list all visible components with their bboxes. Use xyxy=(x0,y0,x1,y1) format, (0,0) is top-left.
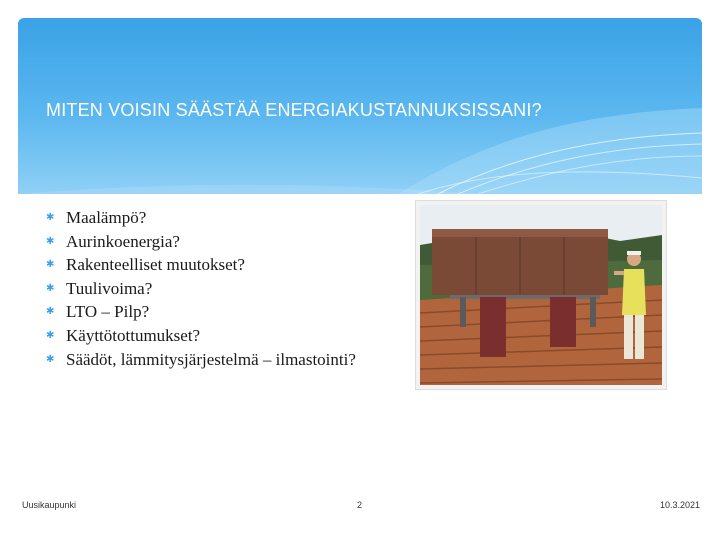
asterisk-icon: ✱ xyxy=(46,353,55,365)
bullet-text: Säädöt, lämmitysjärjestelmä – ilmastointi? xyxy=(66,349,356,369)
bullet-item xyxy=(46,348,356,372)
bullet-text: Rakenteelliset muutokset? xyxy=(66,255,245,275)
bullet-text: Käyttötottumukset? xyxy=(66,325,201,345)
bullet-text: Aurinkoenergia? xyxy=(66,231,180,251)
bullet-item xyxy=(46,324,356,348)
asterisk-icon: ✱ xyxy=(46,329,55,341)
photo-frame xyxy=(415,200,667,390)
asterisk-icon: ✱ xyxy=(46,259,55,271)
bullet-item xyxy=(46,277,356,301)
bullet-list xyxy=(46,206,356,371)
asterisk-icon: ✱ xyxy=(46,235,55,247)
asterisk-icon: ✱ xyxy=(46,212,55,223)
footer-organization: Uusikaupunki xyxy=(22,500,77,510)
footer-date: 10.3.2021 xyxy=(660,500,701,510)
bullet-text: Tuulivoima? xyxy=(66,278,153,298)
bullet-item xyxy=(46,230,356,254)
bullet-text: Maalämpö? xyxy=(66,208,147,227)
slide-title: MITEN VOISIN SÄÄSTÄÄ ENERGIAKUSTANNUKSISSANI? xyxy=(46,100,542,120)
asterisk-icon: ✱ xyxy=(46,306,55,318)
asterisk-icon: ✱ xyxy=(46,282,55,294)
bullet-item xyxy=(46,206,356,230)
footer-page-number: 2 xyxy=(357,500,363,510)
bullet-text: LTO – Pilp? xyxy=(66,302,150,322)
bullet-item xyxy=(46,253,356,277)
bullet-item xyxy=(46,300,356,324)
photo-rooftop-ventilation-unit xyxy=(420,205,662,385)
